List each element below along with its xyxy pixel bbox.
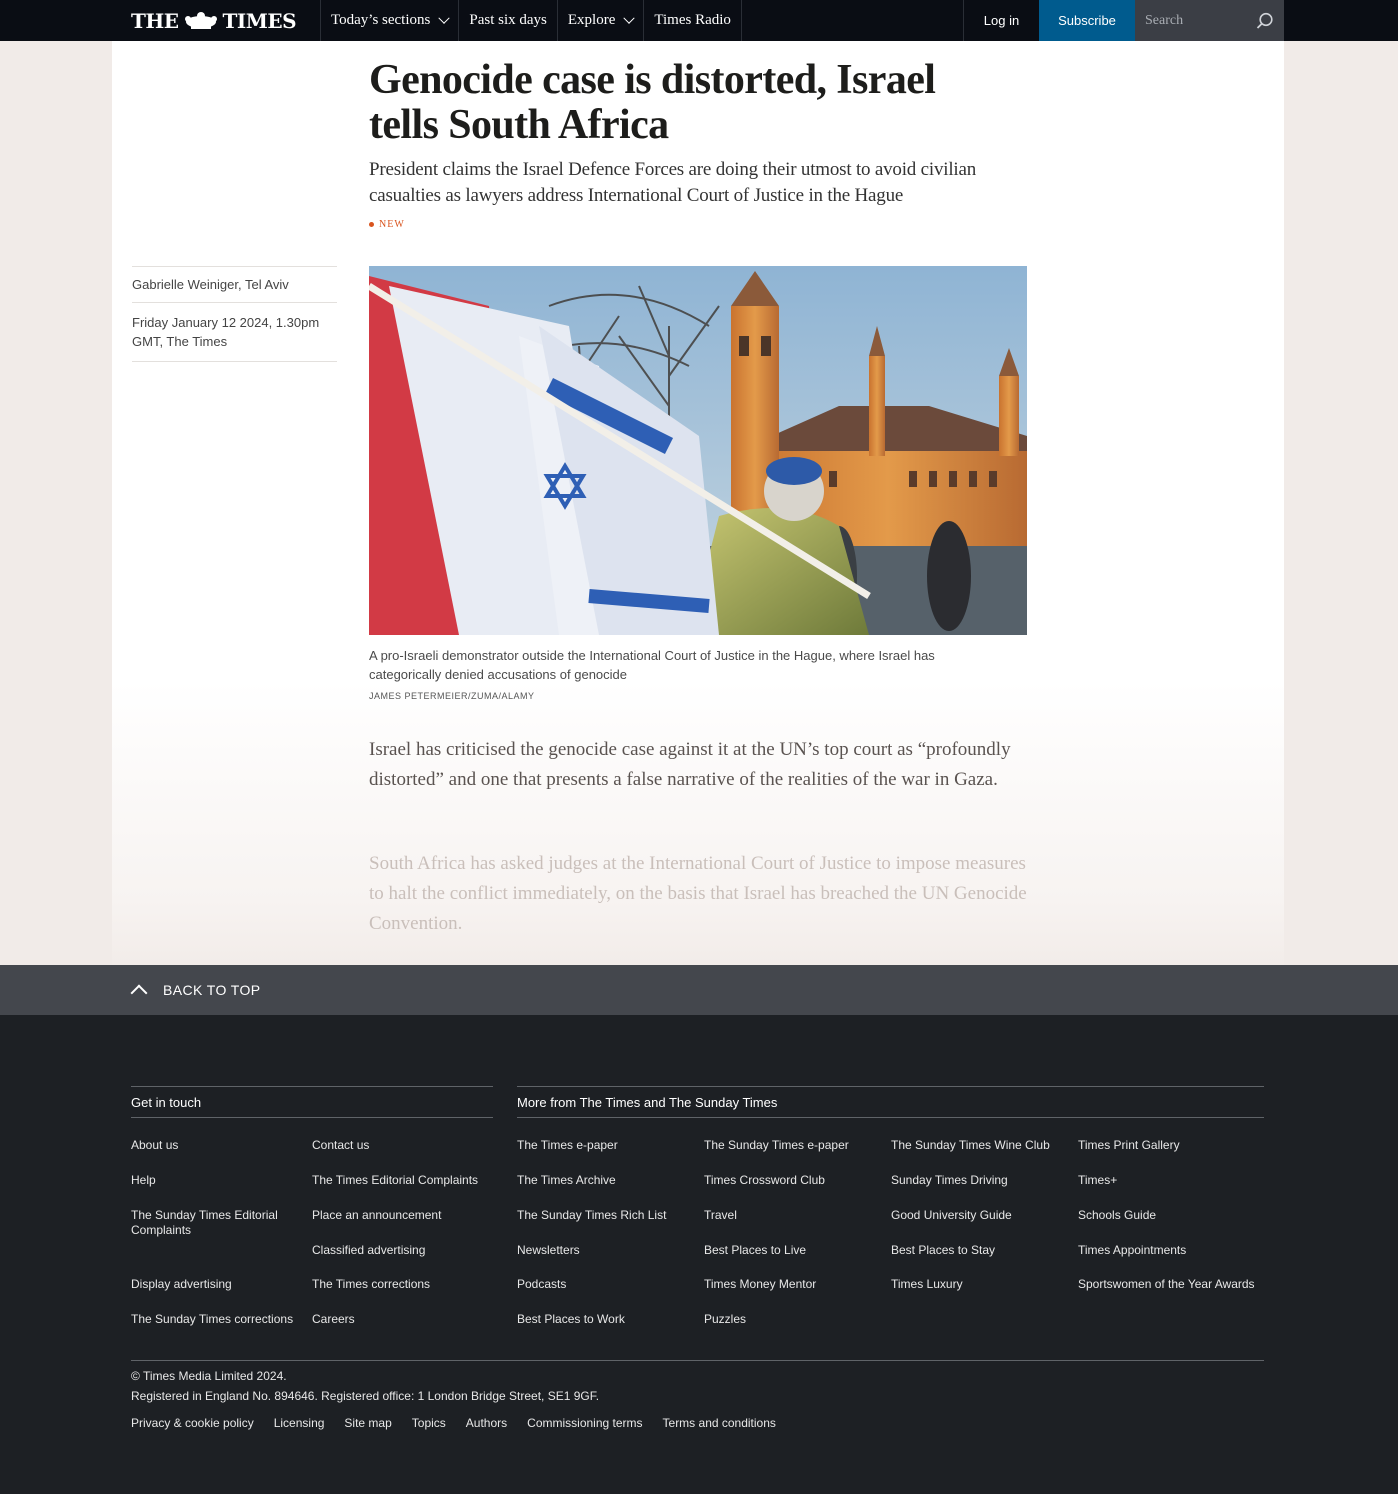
logo-text-left: THE [131, 9, 179, 33]
registered-office-text: Registered in England No. 894646. Registered office: 1 London Bridge Street, SE1 9GF. [131, 1389, 600, 1403]
search-icon[interactable] [1256, 12, 1274, 30]
nav-todays-sections[interactable] [320, 0, 458, 41]
article-paragraph: Israel has criticised the genocide case against it at the UN’s top court as “profoundly distorted” and one that presents a false narrative of the realities of the war in Gaza. [369, 739, 1011, 790]
back-to-top-bar [0, 965, 1398, 1015]
nav-label: Times Radio [654, 12, 731, 28]
footer-link-print-gallery[interactable]: Times Print Gallery [1078, 1138, 1180, 1152]
footer-link-about-us[interactable]: About us [131, 1138, 179, 1152]
footer-link-sunday-editorial-complaints[interactable]: The Sunday Times Editorial Complaints [131, 1208, 278, 1237]
logo-text-right: TIMES [222, 9, 297, 33]
more-from-heading: More from The Times and The Sunday Times [517, 1086, 1264, 1118]
legal-links [131, 1416, 776, 1430]
footer-link-driving[interactable]: Sunday Times Driving [891, 1173, 1008, 1187]
footer-link-sunday-epaper[interactable]: The Sunday Times e-paper [704, 1138, 849, 1152]
footer-link-help[interactable]: Help [131, 1173, 156, 1187]
chevron-down-icon [439, 12, 450, 23]
footer-link-careers[interactable]: Careers [312, 1312, 355, 1326]
subscribe-button[interactable]: Subscribe [1039, 0, 1135, 41]
nav-times-radio[interactable] [643, 0, 742, 41]
footer-link-best-places-live[interactable]: Best Places to Live [704, 1243, 807, 1257]
times-logo[interactable] [131, 8, 296, 34]
footer-link-times-archive[interactable]: The Times Archive [517, 1173, 616, 1187]
footer-divider [131, 1360, 1264, 1361]
back-to-top-label: BACK TO TOP [163, 982, 261, 998]
footer-link-place-announcement[interactable]: Place an announcement [312, 1208, 442, 1222]
footer-link-best-places-stay[interactable]: Best Places to Stay [891, 1243, 996, 1257]
photo-illustration [369, 266, 1027, 635]
footer-link-money-mentor[interactable]: Times Money Mentor [704, 1277, 817, 1291]
publish-date: Friday January 12 2024, 1.30pm GMT, The Times [132, 303, 337, 362]
royal-crest-icon [181, 11, 221, 31]
link-topics[interactable]: Topics [411, 1416, 446, 1430]
footer-link-contact-us[interactable]: Contact us [312, 1138, 370, 1152]
footer-link-sportswomen-awards[interactable]: Sportswomen of the Year Awards [1078, 1277, 1255, 1291]
link-authors[interactable]: Authors [465, 1416, 508, 1430]
nav-label: Past six days [469, 12, 547, 28]
search-box [1135, 0, 1284, 41]
nav-label: Today’s sections [331, 12, 431, 28]
link-terms-conditions[interactable]: Terms and conditions [662, 1416, 776, 1430]
badge-dot-icon [369, 222, 374, 227]
footer-link-times-luxury[interactable]: Times Luxury [891, 1277, 963, 1291]
footer-link-podcasts[interactable]: Podcasts [517, 1277, 567, 1291]
footer-link-rich-list[interactable]: The Sunday Times Rich List [517, 1208, 667, 1222]
footer-link-times-editorial-complaints[interactable]: The Times Editorial Complaints [312, 1173, 479, 1187]
footer-link-times-corrections[interactable]: The Times corrections [312, 1277, 431, 1291]
footer-link-travel[interactable]: Travel [704, 1208, 737, 1222]
author-name[interactable]: Gabrielle Weiniger, Tel Aviv [132, 267, 337, 303]
footer-link-schools-guide[interactable]: Schools Guide [1078, 1208, 1157, 1222]
photo-caption: A pro-Israeli demonstrator outside the International Court of Justice in the Hague, where Israel has categorically denied accusations of genocide [369, 648, 935, 682]
top-navigation-bar [0, 0, 1398, 41]
footer-link-classified-advertising[interactable]: Classified advertising [312, 1243, 426, 1257]
search-input[interactable] [1135, 0, 1253, 41]
footer-link-newsletters[interactable]: Newsletters [517, 1243, 580, 1257]
site-footer [0, 1015, 1398, 1494]
badge-label: NEW [379, 219, 405, 230]
get-in-touch-heading: Get in touch [131, 1086, 493, 1118]
footer-link-display-advertising[interactable]: Display advertising [131, 1277, 232, 1291]
article-headline: Genocide case is distorted, Israel tells South Africa [369, 57, 936, 148]
chevron-up-icon [131, 985, 148, 1002]
footer-link-crossword-club[interactable]: Times Crossword Club [704, 1173, 825, 1187]
footer-link-times-epaper[interactable]: The Times e-paper [517, 1138, 618, 1152]
link-site-map[interactable]: Site map [344, 1416, 392, 1430]
link-commissioning-terms[interactable]: Commissioning terms [527, 1416, 643, 1430]
byline [132, 266, 337, 362]
chevron-down-icon [624, 12, 635, 23]
back-to-top-button[interactable] [127, 965, 261, 1015]
new-badge [369, 219, 405, 230]
nav-label: Explore [567, 12, 616, 28]
nav-explore[interactable] [557, 0, 643, 41]
copyright-text: © Times Media Limited 2024. [131, 1369, 287, 1383]
article-standfirst: President claims the Israel Defence Forces are doing their utmost to avoid civilian casualties as lawyers address International Court of Justice in the Hague [369, 159, 977, 206]
main-nav [320, 0, 742, 41]
footer-link-times-plus[interactable]: Times+ [1078, 1173, 1118, 1187]
link-licensing[interactable]: Licensing [273, 1416, 325, 1430]
article-paragraph: South Africa has asked judges at the International Court of Justice to impose measures to halt the conflict immediately, on the basis that Israel has breached the UN Genocide Convention. [369, 853, 1027, 934]
footer-link-appointments[interactable]: Times Appointments [1078, 1243, 1187, 1257]
footer-link-wine-club[interactable]: The Sunday Times Wine Club [891, 1138, 1050, 1152]
footer-link-sunday-corrections[interactable]: The Sunday Times corrections [131, 1312, 294, 1326]
login-button[interactable]: Log in [963, 0, 1039, 41]
article-photo [369, 266, 1027, 635]
footer-link-university-guide[interactable]: Good University Guide [891, 1208, 1012, 1222]
photo-credit: JAMES PETERMEIER/ZUMA/ALAMY [369, 691, 535, 701]
link-privacy-policy[interactable]: Privacy & cookie policy [131, 1416, 254, 1430]
footer-link-puzzles[interactable]: Puzzles [704, 1312, 747, 1326]
footer-link-best-places-work[interactable]: Best Places to Work [517, 1312, 625, 1326]
nav-past-six-days[interactable] [458, 0, 557, 41]
